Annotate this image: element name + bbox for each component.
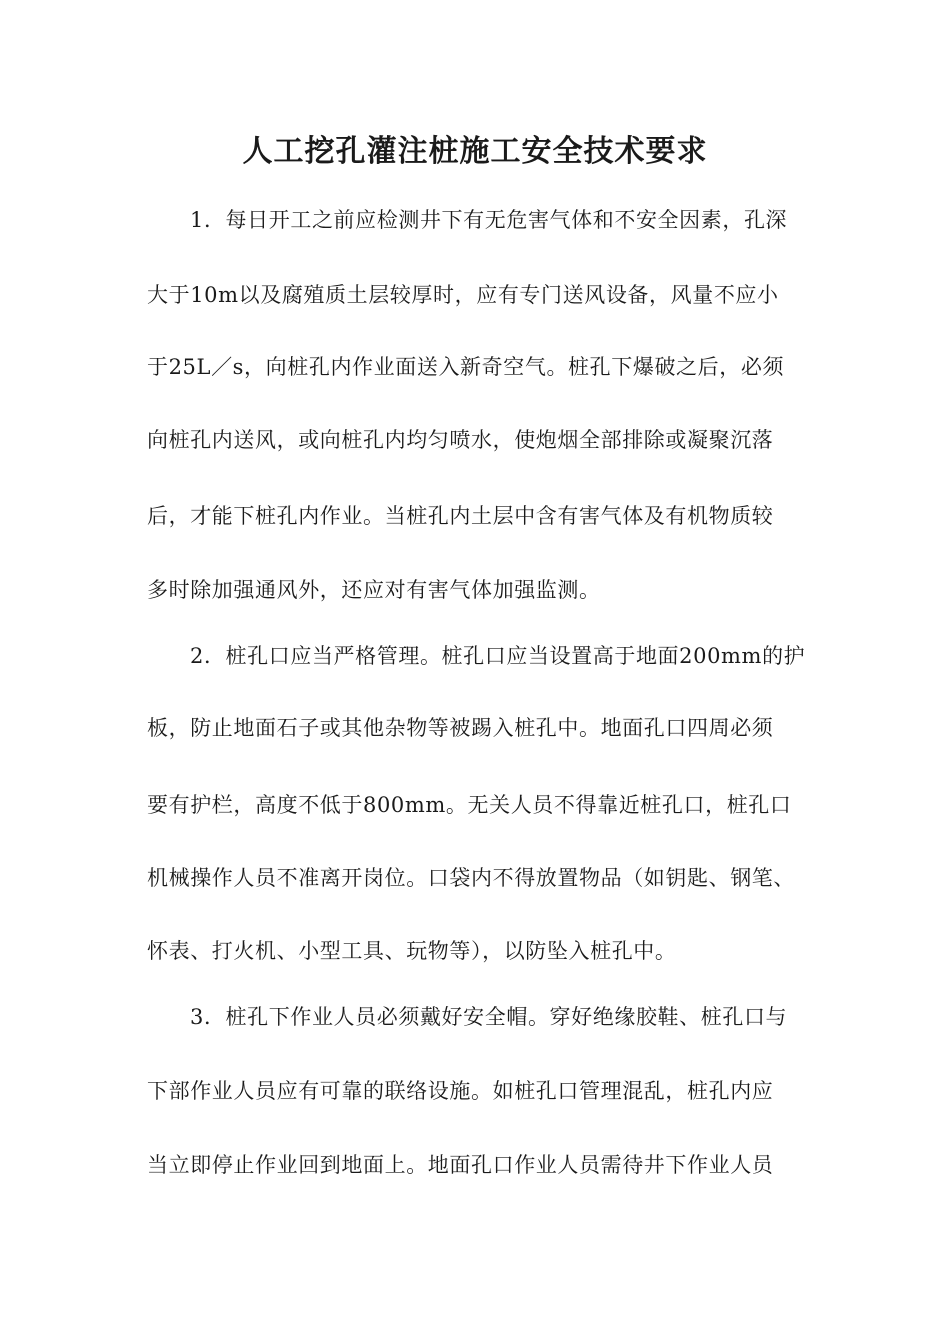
paragraph-1-line-5: 后，才能下桩孔内作业。当桩孔内土层中含有害气体及有机物质较 xyxy=(147,504,774,528)
paragraph-2-line-2: 板，防止地面石子或其他杂物等被踢入桩孔中。地面孔口四周必须 xyxy=(147,716,774,740)
paragraph-1-line-3: 于25L／s，向桩孔内作业面送入新奇空气。桩孔下爆破之后，必须 xyxy=(147,355,785,379)
document-title: 人工挖孔灌注桩施工安全技术要求 xyxy=(242,134,708,169)
paragraph-3-line-3: 当立即停止作业回到地面上。地面孔口作业人员需待井下作业人员 xyxy=(147,1153,774,1177)
paragraph-2-line-3: 要有护栏，高度不低于800mm。无关人员不得靠近桩孔口，桩孔口 xyxy=(147,793,792,817)
paragraph-2-line-1: 2．桩孔口应当严格管理。桩孔口应当设置高于地面200mm的护 xyxy=(190,644,806,668)
paragraph-1-line-2: 大于10m以及腐殖质土层较厚时，应有专门送风设备，风量不应小 xyxy=(147,283,779,307)
paragraph-1-line-4: 向桩孔内送风，或向桩孔内均匀喷水，使炮烟全部排除或凝聚沉落 xyxy=(147,428,774,452)
paragraph-3-line-1: 3．桩孔下作业人员必须戴好安全帽。穿好绝缘胶鞋、桩孔口与 xyxy=(190,1005,788,1029)
paragraph-2-line-5: 怀表、打火机、小型工具、玩物等），以防坠入桩孔中。 xyxy=(147,939,677,963)
paragraph-1-line-6: 多时除加强通风外，还应对有害气体加强监测。 xyxy=(147,578,601,602)
paragraph-1-line-1: 1．每日开工之前应检测井下有无危害气体和不安全因素，孔深 xyxy=(190,208,788,232)
paragraph-3-line-2: 下部作业人员应有可靠的联络设施。如桩孔口管理混乱，桩孔内应 xyxy=(147,1079,774,1103)
paragraph-2-line-4: 机械操作人员不准离开岗位。口袋内不得放置物品（如钥匙、钢笔、 xyxy=(147,866,795,890)
